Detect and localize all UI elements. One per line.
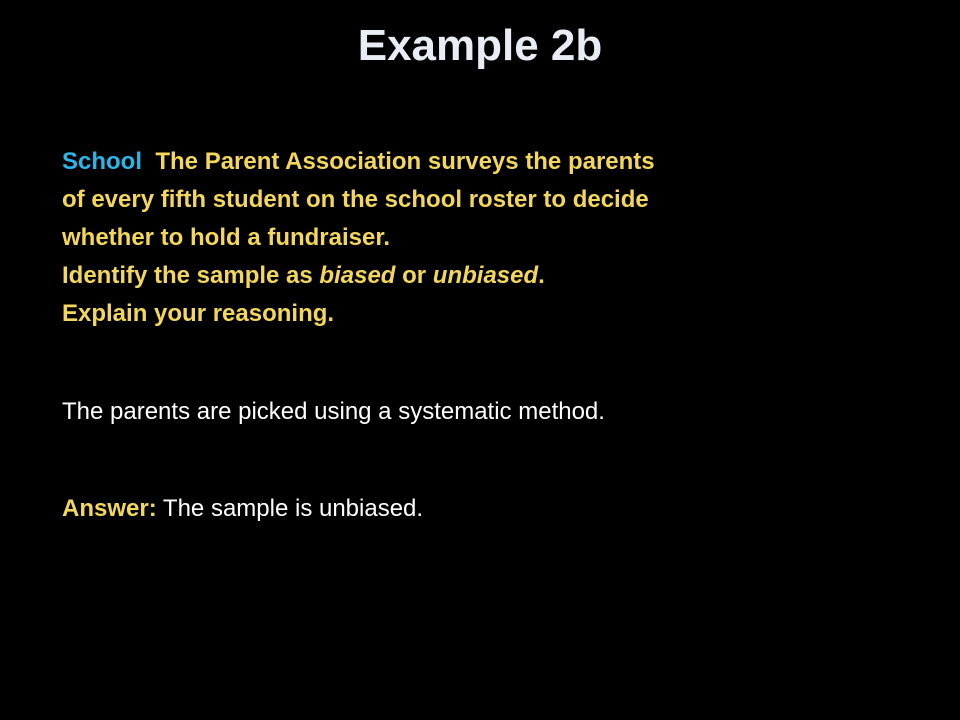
or-word: or [395,262,433,289]
answer-line [62,490,922,528]
identify-end: . [538,262,545,289]
answer-label: Answer: [62,495,157,522]
problem-line-1 [62,143,922,181]
identify-prefix: Identify the sample as [62,262,320,289]
problem-line-5: Explain your reasoning. [62,300,335,327]
problem-statement [62,143,922,333]
answer-text: The sample is unbiased. [162,495,424,522]
topic-label: School [62,148,143,175]
biased-term: biased [319,262,396,289]
problem-line-4 [62,257,922,295]
problem-line-3: whether to hold a fundraiser. [62,224,391,251]
problem-line-2: of every fifth student on the school roster to decide [62,186,649,213]
problem-line-1-text: The Parent Association surveys the parents [155,148,655,175]
solution-text: The parents are picked using a systematic method. [62,398,605,425]
slide-title: Example 2b [357,21,603,70]
unbiased-term: unbiased [432,262,539,289]
